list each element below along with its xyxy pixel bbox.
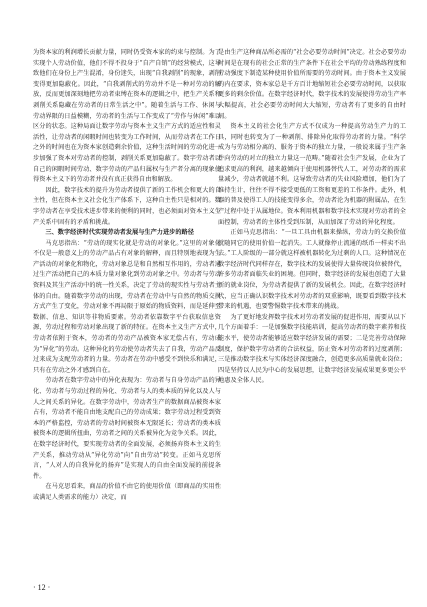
body-paragraph: 马克思指出：“劳动的现实化就是劳动的对象化。”这里的对象化不仅是一般意义上的劳动产品占有对象的解释，而且特别地表现为生产活动的对象化和物化，劳动对象总是和自然相互作用的，劳动者通过生产活动把自己的本质力量对象化到劳动对象之中。劳动者与劳动资料及其生产活动中的统一性关系，决定了劳动的现实性与劳动者主体的自由。随着数字劳动的出现，劳动者在劳动中与自然的物质交换方式产生了变化，劳动对象不再局限于原始的物质资料，而是延伸至数据、信息、知识等非物质要素。劳动者依靠数字平台获取信息资源，劳动过程和劳动对象出现了新的特征。在资本主义生产方式中，劳动者依附于资本，劳动者的劳动产品被资本家无偿占有，劳动成为“异化”的劳动。这种异化的劳动使劳动者失去了自我，劳动产品反过来成为支配劳动者的力量。劳动者在劳动中感受不到快乐和满足，只有在劳动之外才感到自在。 [33,239,221,374]
body-paragraph: 是由生产这种商品所必需的“社会必要劳动时间”决定。社会必要劳动时间是在现有的社会正常的生产条件下在社会平均的劳动熟练程度和劳动强度下制造某种使用价值所需要的劳动时间。由于资本主义发展的内在要求，资本家总是千方百计地缩短社会必要劳动时间，以获取更多的剩余价值。在数字经济时代，数字技术的发展使得劳动生产率大幅提高，社会必要劳动时间大大缩短，劳动者有了更多的自由时间。 [218,49,406,120]
right-column [218,48,406,387]
body-paragraph: 正如马克思指出：“一旦工具由机器来操纵，劳动力的交换价值就随同它的使用价值一起消失。工人就像停止流通的纸币一样卖不出去。”工人阶级的一部分就这样被机器转化为过剩的人口。这种情况在数字经济时代同样存在，数字技术的发展使得大量传统岗位被替代，许多劳动者面临失业的困境。但同时，数字经济的发展也创造了大量新的就业岗位，为劳动者提供了新的发展机会。因此，在数字经济时代，应当正确认识数字技术对劳动者的双重影响，既要看到数字技术带来的机遇，也要警惕数字技术带来的挑战。 [218,229,406,311]
body-paragraph: 因此，数字技术的提升为劳动者提供了新的工作机会和更大的自主性，但在资本主义社会化生产体系下，这种自主性只是相对的。数字劳动者在享受技术进步带来的便利的同时，也必须面对资本主义生产关系中固有的矛盾和挑战。 [33,186,221,226]
section-heading: 三、数字经济时代实现劳动者发展与生产力进步的路径 [45,229,194,237]
body-paragraph: 在马克思看来，商品的价值不由它的使用价值（即商品的实用性或满足人类需求的能力）决定，而 [33,483,221,501]
left-column [33,48,221,504]
body-paragraph: 为资本家的利润增长贡献力量，同时仍受资本家的约束与控制。为了实现个人劳动价值，他们不得不投身于“自产自销”的经营模式，这导致他们在身份上产生混淆，身份迷失，出现“自我剥削”的现象，剥削变得更加隐蔽化。因此，“自我剥削式的劳动并不是一种对劳动的解放，反而更加深刻地把劳动者束缚在资本的逻辑之中，把生产关系和剥削关系隐藏在劳动者的日常生活之中”。随着生活与工作、休闲与劳动界限的日益模糊，劳动者的生活与工作变成了“劳作与休闲”难以区分的状态。这种局面让数字劳动与资本主义生产方式的适应性和灵活性，让劳动者的闲暇时间也转变为工作时间，从而劳动者在工作日之外的时间也在为资本家创造剩余价值，这种生活时间的劳动化进一步加强了资本对劳动者的控制，剥削关系更加隐蔽了。数字劳动者以自己的闲暇时间劳动、数字劳动的产品归属权与生产者分离的现象使得资本主义下的劳动者并没有真正获得自由和解放。 [33,49,221,184]
body-paragraph: 劳动者在数字劳动中的异化表现为：劳动者与自身劳动产品的异化、劳动者与劳动过程的异化、劳动者与人的类本质的异化以及人与人之间关系的异化。在数字劳动中，劳动者生产的数据商品被资本家占有，劳动者不能自由地支配自己的劳动成果；数字劳动过程受到资本的严格监控，劳动者的劳动时间被资本无限延长；劳动者的类本质被资本的逻辑所扭曲，劳动者之间的关系被异化为竞争关系。因此，在数字经济时代，要实现劳动者的全面发展，必须扬弃资本主义的生产关系，推动劳动从“异化劳动”向“自由劳动”转变。正如马克思所言，“人对人的自我异化的扬弃”是实现人的自由全面发展的前提条件。 [33,377,221,480]
page-number: · 12 · [33,583,51,592]
body-paragraph: 资本主义的社会化生产方式不仅成为一种提高劳动生产力的工具，同时也转变为了一种剥削、排除异化取得劳动者的力量。“科学成为与劳动相分离的、服务于资本的独立力量，一般说来属于生产条件向劳动的对立的独立力量这一范畴。”随着社会生产发展，企业为了追求更高的利润，越来越倾向于使用机器替代人工，对劳动者的需求量减少，劳动者就越不利。这导致劳动者的失业风险增加，他们为了维持生计，往往不得不接受更低的工资和更差的工作条件。此外，机器的普及使得工人的技能变得多余，劳动者沦为机器的附属品，在生产过程中处于从属地位。资本利用机器和数字技术实现对劳动者的全面控制，劳动者的主体性受到压制，从而加深了劳动的异化程度。 [218,123,406,226]
body-paragraph: 为了更好地发挥数字技术对劳动者发展的促进作用，需要从以下几个方面着手：一是加强数字技能培训，提高劳动者的数字素养和技能水平，使劳动者能够适应数字经济发展的需要；二是完善劳动保障制度，保护数字劳动者的合法权益，防止资本对劳动者的过度剥削；三是推动数字技术与实体经济深度融合，创造更多高质量就业岗位；四是坚持以人民为中心的发展思想，让数字经济发展成果更多更公平地惠及全体人民。 [218,313,406,385]
